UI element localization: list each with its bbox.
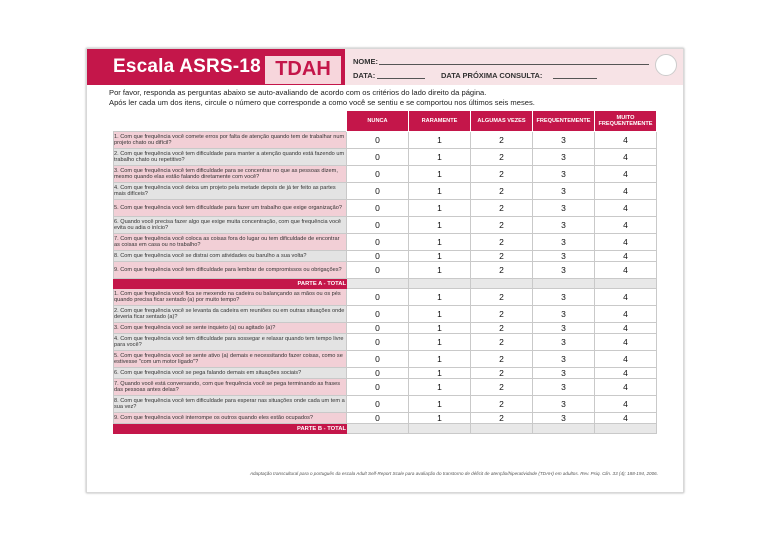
col-algumas-vezes: ALGUMAS VEZES [471, 111, 533, 132]
question-text: 2. Com que frequência você tem dificuldade para manter a atenção quando está fazendo um trabalho chato ou repetitivo? [114, 149, 347, 166]
score-option[interactable]: 2 [471, 234, 533, 251]
part-total-label: PARTE A - TOTAL [114, 279, 347, 289]
score-option[interactable]: 4 [595, 289, 657, 306]
score-option[interactable]: 3 [533, 217, 595, 234]
total-row [114, 424, 657, 434]
score-option[interactable]: 0 [347, 132, 409, 149]
question-row [114, 217, 657, 234]
score-option[interactable]: 3 [533, 306, 595, 323]
score-option[interactable]: 3 [533, 200, 595, 217]
score-option[interactable]: 2 [471, 379, 533, 396]
header-row [114, 111, 657, 132]
score-option[interactable]: 2 [471, 149, 533, 166]
score-option[interactable]: 4 [595, 200, 657, 217]
score-option[interactable]: 4 [595, 379, 657, 396]
score-option[interactable]: 1 [409, 234, 471, 251]
score-option[interactable]: 2 [471, 289, 533, 306]
instruction-line-2: Após ler cada um dos itens, circule o número que corresponde a como você se sentiu e se comportou nos últimos seis meses. [109, 98, 535, 107]
score-option[interactable]: 1 [409, 289, 471, 306]
score-option[interactable]: 3 [533, 413, 595, 424]
col-muito-frequentemente: MUITO FREQUENTEMENTE [595, 111, 657, 132]
question-row [114, 368, 657, 379]
score-option[interactable]: 0 [347, 334, 409, 351]
tdah-badge [265, 56, 341, 84]
score-option[interactable]: 0 [347, 351, 409, 368]
question-text: 6. Com que frequência você se pega falando demais em situações sociais? [114, 368, 347, 379]
score-option[interactable]: 1 [409, 200, 471, 217]
score-option[interactable]: 3 [533, 323, 595, 334]
question-row [114, 379, 657, 396]
col-raramente: RARAMENTE [409, 111, 471, 132]
question-text: 3. Com que frequência você tem dificuldade para se concentrar no que as pessoas dizem, mesmo quando elas estão falando diretamente com você? [114, 166, 347, 183]
question-text: 1. Com que frequência você fica se mexendo na cadeira ou balançando as mãos ou os pés quando precisa ficar sentado (a) por muito tempo? [114, 289, 347, 306]
score-option[interactable]: 3 [533, 251, 595, 262]
score-option[interactable]: 2 [471, 251, 533, 262]
score-option[interactable]: 2 [471, 166, 533, 183]
total-input-cell[interactable] [347, 424, 409, 434]
title-banner [87, 49, 345, 85]
score-option[interactable]: 4 [595, 351, 657, 368]
part-total-label: PARTE B - TOTAL [114, 424, 347, 434]
total-input-cell[interactable] [471, 279, 533, 289]
score-option[interactable]: 3 [533, 368, 595, 379]
score-option[interactable]: 3 [533, 334, 595, 351]
question-text: 7. Quando você está conversando, com que frequência você se pega terminando as frases das pessoas antes delas? [114, 379, 347, 396]
score-option[interactable]: 3 [533, 183, 595, 200]
score-option[interactable]: 4 [595, 396, 657, 413]
score-option[interactable]: 0 [347, 368, 409, 379]
score-option[interactable]: 0 [347, 379, 409, 396]
score-option[interactable]: 3 [533, 379, 595, 396]
question-row [114, 183, 657, 200]
score-option[interactable]: 4 [595, 166, 657, 183]
name-field[interactable] [379, 64, 649, 65]
asrs-table [113, 110, 657, 434]
score-option[interactable]: 0 [347, 149, 409, 166]
total-input-cell[interactable] [409, 279, 471, 289]
date-field[interactable] [377, 78, 425, 79]
score-option[interactable]: 0 [347, 306, 409, 323]
score-option[interactable]: 1 [409, 166, 471, 183]
score-option[interactable]: 4 [595, 132, 657, 149]
score-option[interactable]: 3 [533, 289, 595, 306]
total-row [114, 279, 657, 289]
score-option[interactable]: 3 [533, 396, 595, 413]
question-text: 1. Com que frequência você comete erros por falta de atenção quando tem de trabalhar num projeto chato ou difícil? [114, 132, 347, 149]
question-text: 2. Com que frequência você se levanta da cadeira em reuniões ou em outras situações onde deveria ficar sentado (a)? [114, 306, 347, 323]
score-option[interactable]: 2 [471, 262, 533, 279]
score-option[interactable]: 3 [533, 262, 595, 279]
question-row [114, 262, 657, 279]
question-row [114, 234, 657, 251]
score-option[interactable]: 0 [347, 289, 409, 306]
total-input-cell[interactable] [347, 279, 409, 289]
page-title: Escala ASRS-18 [113, 56, 261, 77]
question-text: 4. Com que frequência você deixa um projeto pela metade depois de já ter feito as partes mais difíceis? [114, 183, 347, 200]
score-option[interactable]: 1 [409, 368, 471, 379]
score-option[interactable]: 0 [347, 413, 409, 424]
question-text: 3. Com que frequência você se sente inquieto (a) ou agitado (a)? [114, 323, 347, 334]
question-text: 4. Com que frequência você tem dificuldade para sossegar e relaxar quando tem tempo livre para você? [114, 334, 347, 351]
total-input-cell[interactable] [409, 424, 471, 434]
question-text: 6. Quando você precisa fazer algo que exige muita concentração, com que frequência você evita ou adia o início? [114, 217, 347, 234]
question-row [114, 132, 657, 149]
score-option[interactable]: 2 [471, 334, 533, 351]
question-row [114, 413, 657, 424]
score-option[interactable]: 1 [409, 132, 471, 149]
score-option[interactable]: 0 [347, 262, 409, 279]
score-option[interactable]: 1 [409, 262, 471, 279]
score-option[interactable]: 0 [347, 166, 409, 183]
question-row [114, 351, 657, 368]
score-option[interactable]: 2 [471, 413, 533, 424]
asrs-sheet [86, 48, 684, 493]
score-option[interactable]: 4 [595, 368, 657, 379]
question-row [114, 251, 657, 262]
question-text: 8. Com que frequência você tem dificuldade para esperar nas situações onde cada um tem a sua vez? [114, 396, 347, 413]
score-option[interactable]: 4 [595, 234, 657, 251]
total-input-cell[interactable] [533, 424, 595, 434]
col-nunca: NUNCA [347, 111, 409, 132]
question-text: 5. Com que frequência você se sente ativo (a) demais e necessitando fazer coisas, como se estivesse "com um motor ligado"? [114, 351, 347, 368]
total-input-cell[interactable] [595, 424, 657, 434]
question-text: 7. Com que frequência você coloca as coisas fora do lugar ou tem dificuldade de encontrar as coisas em casa ou no trabalho? [114, 234, 347, 251]
question-row [114, 166, 657, 183]
question-text: 9. Com que frequência você interrompe os outros quando eles estão ocupados? [114, 413, 347, 424]
score-option[interactable]: 3 [533, 351, 595, 368]
score-option[interactable]: 1 [409, 183, 471, 200]
punch-hole [655, 54, 677, 76]
score-option[interactable]: 1 [409, 306, 471, 323]
score-option[interactable]: 4 [595, 183, 657, 200]
name-label: NOME: [353, 57, 378, 66]
score-option[interactable]: 4 [595, 217, 657, 234]
question-text: 9. Com que frequência você tem dificuldade para lembrar de compromissos ou obrigações? [114, 262, 347, 279]
score-option[interactable]: 0 [347, 251, 409, 262]
score-option[interactable]: 0 [347, 234, 409, 251]
score-option[interactable]: 4 [595, 306, 657, 323]
score-option[interactable]: 4 [595, 334, 657, 351]
score-option[interactable]: 0 [347, 183, 409, 200]
total-input-cell[interactable] [471, 424, 533, 434]
score-option[interactable]: 4 [595, 262, 657, 279]
score-option[interactable]: 4 [595, 149, 657, 166]
score-option[interactable]: 2 [471, 323, 533, 334]
question-row [114, 323, 657, 334]
date-label: DATA: [353, 71, 376, 80]
score-option[interactable]: 2 [471, 183, 533, 200]
score-option[interactable]: 2 [471, 132, 533, 149]
next-date-label: DATA PRÓXIMA CONSULTA: [441, 71, 543, 80]
score-option[interactable]: 1 [409, 251, 471, 262]
question-row [114, 200, 657, 217]
score-option[interactable]: 3 [533, 132, 595, 149]
score-option[interactable]: 1 [409, 379, 471, 396]
tdah-label: TDAH [275, 58, 331, 80]
score-option[interactable]: 4 [595, 251, 657, 262]
footnote: Adaptação transcultural para o português da escala Adult Self-Report Scale para avaliação do transtorno de déficit de atenção/hiperatividade (TDAH) em adultos. Rev. Psiq. Clin. 33 (4); 188-194, 2006. [249, 471, 658, 476]
score-option[interactable]: 2 [471, 217, 533, 234]
score-option[interactable]: 1 [409, 217, 471, 234]
score-option[interactable]: 0 [347, 200, 409, 217]
score-option[interactable]: 1 [409, 149, 471, 166]
score-option[interactable]: 4 [595, 413, 657, 424]
instruction-line-1: Por favor, responda as perguntas abaixo se auto-avaliando de acordo com os critérios do lado direito da página. [109, 88, 487, 97]
next-date-field[interactable] [553, 78, 597, 79]
score-option[interactable]: 1 [409, 413, 471, 424]
question-row [114, 334, 657, 351]
question-row [114, 149, 657, 166]
total-input-cell[interactable] [595, 279, 657, 289]
score-option[interactable]: 1 [409, 396, 471, 413]
question-text: 5. Com que frequência você tem dificuldade para fazer um trabalho que exige organização? [114, 200, 347, 217]
score-option[interactable]: 2 [471, 306, 533, 323]
score-option[interactable]: 3 [533, 149, 595, 166]
question-row [114, 289, 657, 306]
question-row [114, 396, 657, 413]
score-option[interactable]: 1 [409, 351, 471, 368]
score-option[interactable]: 1 [409, 323, 471, 334]
score-option[interactable]: 1 [409, 334, 471, 351]
total-input-cell[interactable] [533, 279, 595, 289]
sheet-header [87, 49, 683, 85]
score-option[interactable]: 2 [471, 368, 533, 379]
score-option[interactable]: 2 [471, 396, 533, 413]
score-option[interactable]: 0 [347, 217, 409, 234]
question-row [114, 306, 657, 323]
score-option[interactable]: 3 [533, 234, 595, 251]
score-option[interactable]: 0 [347, 396, 409, 413]
score-option[interactable]: 0 [347, 323, 409, 334]
score-option[interactable]: 4 [595, 323, 657, 334]
score-option[interactable]: 2 [471, 200, 533, 217]
score-option[interactable]: 2 [471, 351, 533, 368]
col-frequentemente: FREQUENTEMENTE [533, 111, 595, 132]
question-text: 8. Com que frequência você se distrai com atividades ou barulho a sua volta? [114, 251, 347, 262]
score-option[interactable]: 3 [533, 166, 595, 183]
patient-fields [345, 49, 683, 85]
